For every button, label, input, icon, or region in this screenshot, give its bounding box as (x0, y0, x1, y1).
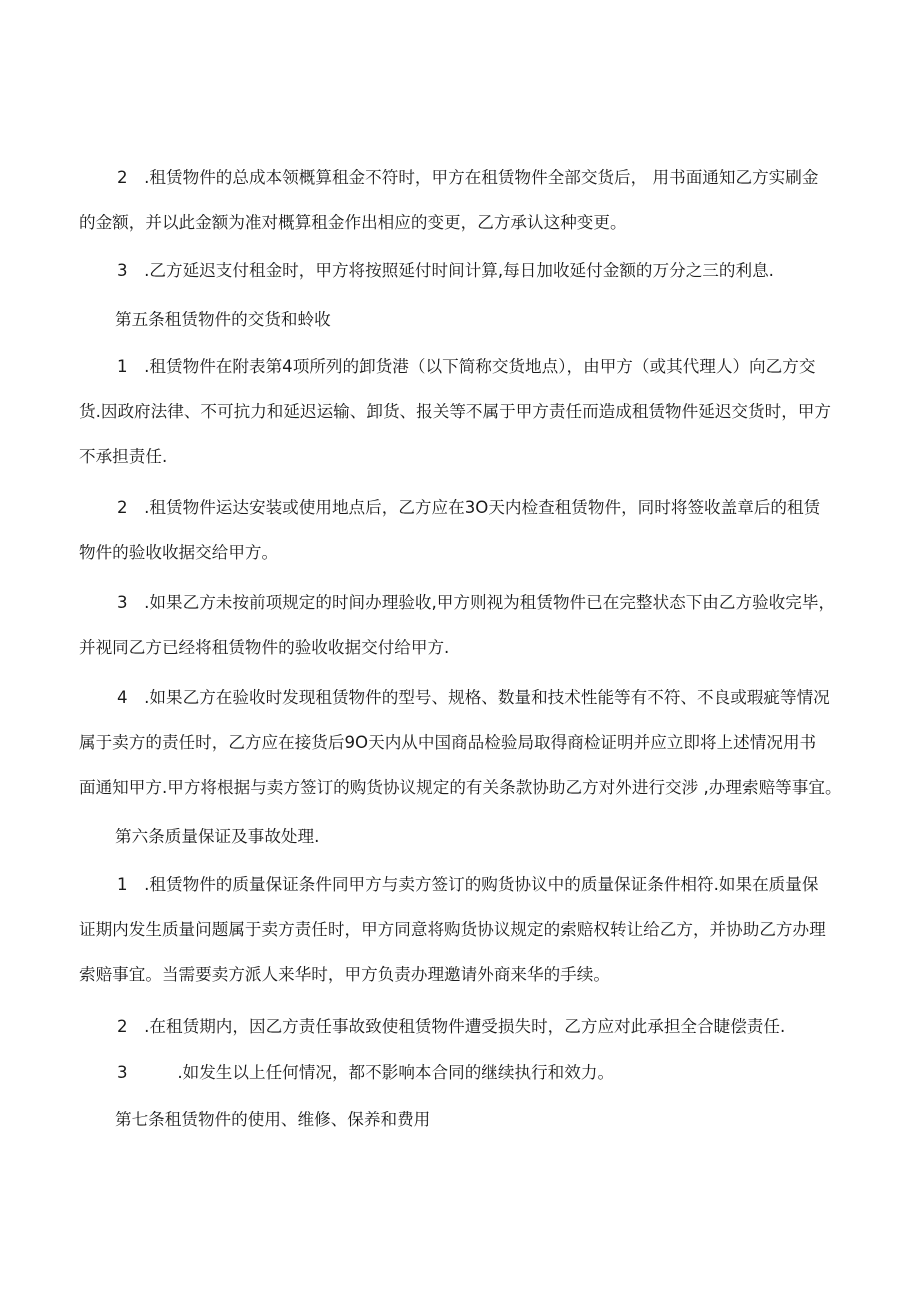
clause-4-item-3 (79, 248, 849, 293)
text-line: 第六条质量保证及事故处理. (115, 827, 320, 846)
text-line: 1 .租赁物件在附表第4项所列的卸货港（以下简称交货地点），由甲方（或其代理人）向乙方交 (117, 357, 816, 376)
section-7-heading (79, 1097, 849, 1142)
text-line: 不承担责任. (79, 447, 168, 466)
text-line: 1 .租赁物件的质量保证条件同甲方与卖方签订的购货协议中的质量保证条件相符.如果在质量保 (117, 875, 819, 894)
clause-6-item-2 (79, 1004, 849, 1049)
text-line: 3 .如发生以上任何情况，都不影响本合同的继续执行和效力。 (117, 1063, 615, 1082)
text-line: 2 .在租赁期内，因乙方责任事故致使租赁物件遭受损失时，乙方应对此承担全合睫偿责任. (117, 1017, 786, 1036)
text-line: 第五条租赁物件的交货和蛉收 (115, 310, 331, 329)
section-6-heading (79, 814, 849, 859)
text-line: 索赔事宜。当需要卖方派人来华时，甲方负责办理邀请外商来华的手续。 (79, 965, 610, 984)
text-line: 3 .如果乙方未按前项规定的时间办理验收,甲方则视为租赁物件已在完整状态下由乙方验收完毕， (117, 593, 836, 612)
clause-6-item-1 (79, 862, 849, 997)
text-line: 证期内发生质量问题属于卖方责任时，甲方同意将购货协议规定的索赔权转让给乙方，并协助乙方办理 (79, 920, 826, 939)
clause-5-item-2 (79, 485, 849, 575)
text-line: 属于卖方的责任时，乙方应在接货后9O天内从中国商品检验局取得商检证明并应立即将上述情况用书 (79, 733, 817, 752)
clause-5-item-4 (79, 675, 849, 810)
text-line: 2 .租赁物件的总成本领概算租金不符时，甲方在租赁物件全部交货后， 用书面通知乙方实刷金 (117, 168, 819, 187)
text-line: 货.因政府法律、不可抗力和延迟运输、卸货、报关等不属于甲方责任而造成租赁物件延迟交货时，甲方 (79, 402, 831, 421)
clause-5-item-3 (79, 580, 849, 670)
text-line: 的金额，并以此金额为准对概算租金作出相应的变更，乙方承认这种变更。 (79, 213, 627, 232)
text-line: 面通知甲方.甲方将根据与卖方签订的购货协议规定的有关条款协助乙方对外进行交涉 ,办理索赔等事宜。 (79, 778, 842, 797)
text-line: 物件的验收收据交给甲方。 (79, 543, 279, 562)
clause-5-item-1 (79, 344, 849, 479)
clause-6-item-3 (79, 1050, 849, 1095)
text-line: 4 .如果乙方在验收时发现租赁物件的型号、规格、数量和技术性能等有不符、不良或瑕疵等情况 (117, 688, 830, 707)
clause-4-item-2 (79, 155, 849, 245)
section-5-heading (79, 297, 849, 342)
text-line: 并视同乙方已经将租赁物件的验收收据交付给甲方. (79, 638, 450, 657)
text-line: 3 .乙方延迟支付租金时，甲方将按照延付时间计算,每日加收延付金额的万分之三的利息. (117, 261, 774, 280)
text-line: 2 .租赁物件运达安装或使用地点后，乙方应在3O天内检查租赁物件，同时将签收盖章后的租赁 (117, 498, 821, 517)
text-line: 第七条租赁物件的使用、维修、保养和费用 (115, 1110, 431, 1129)
